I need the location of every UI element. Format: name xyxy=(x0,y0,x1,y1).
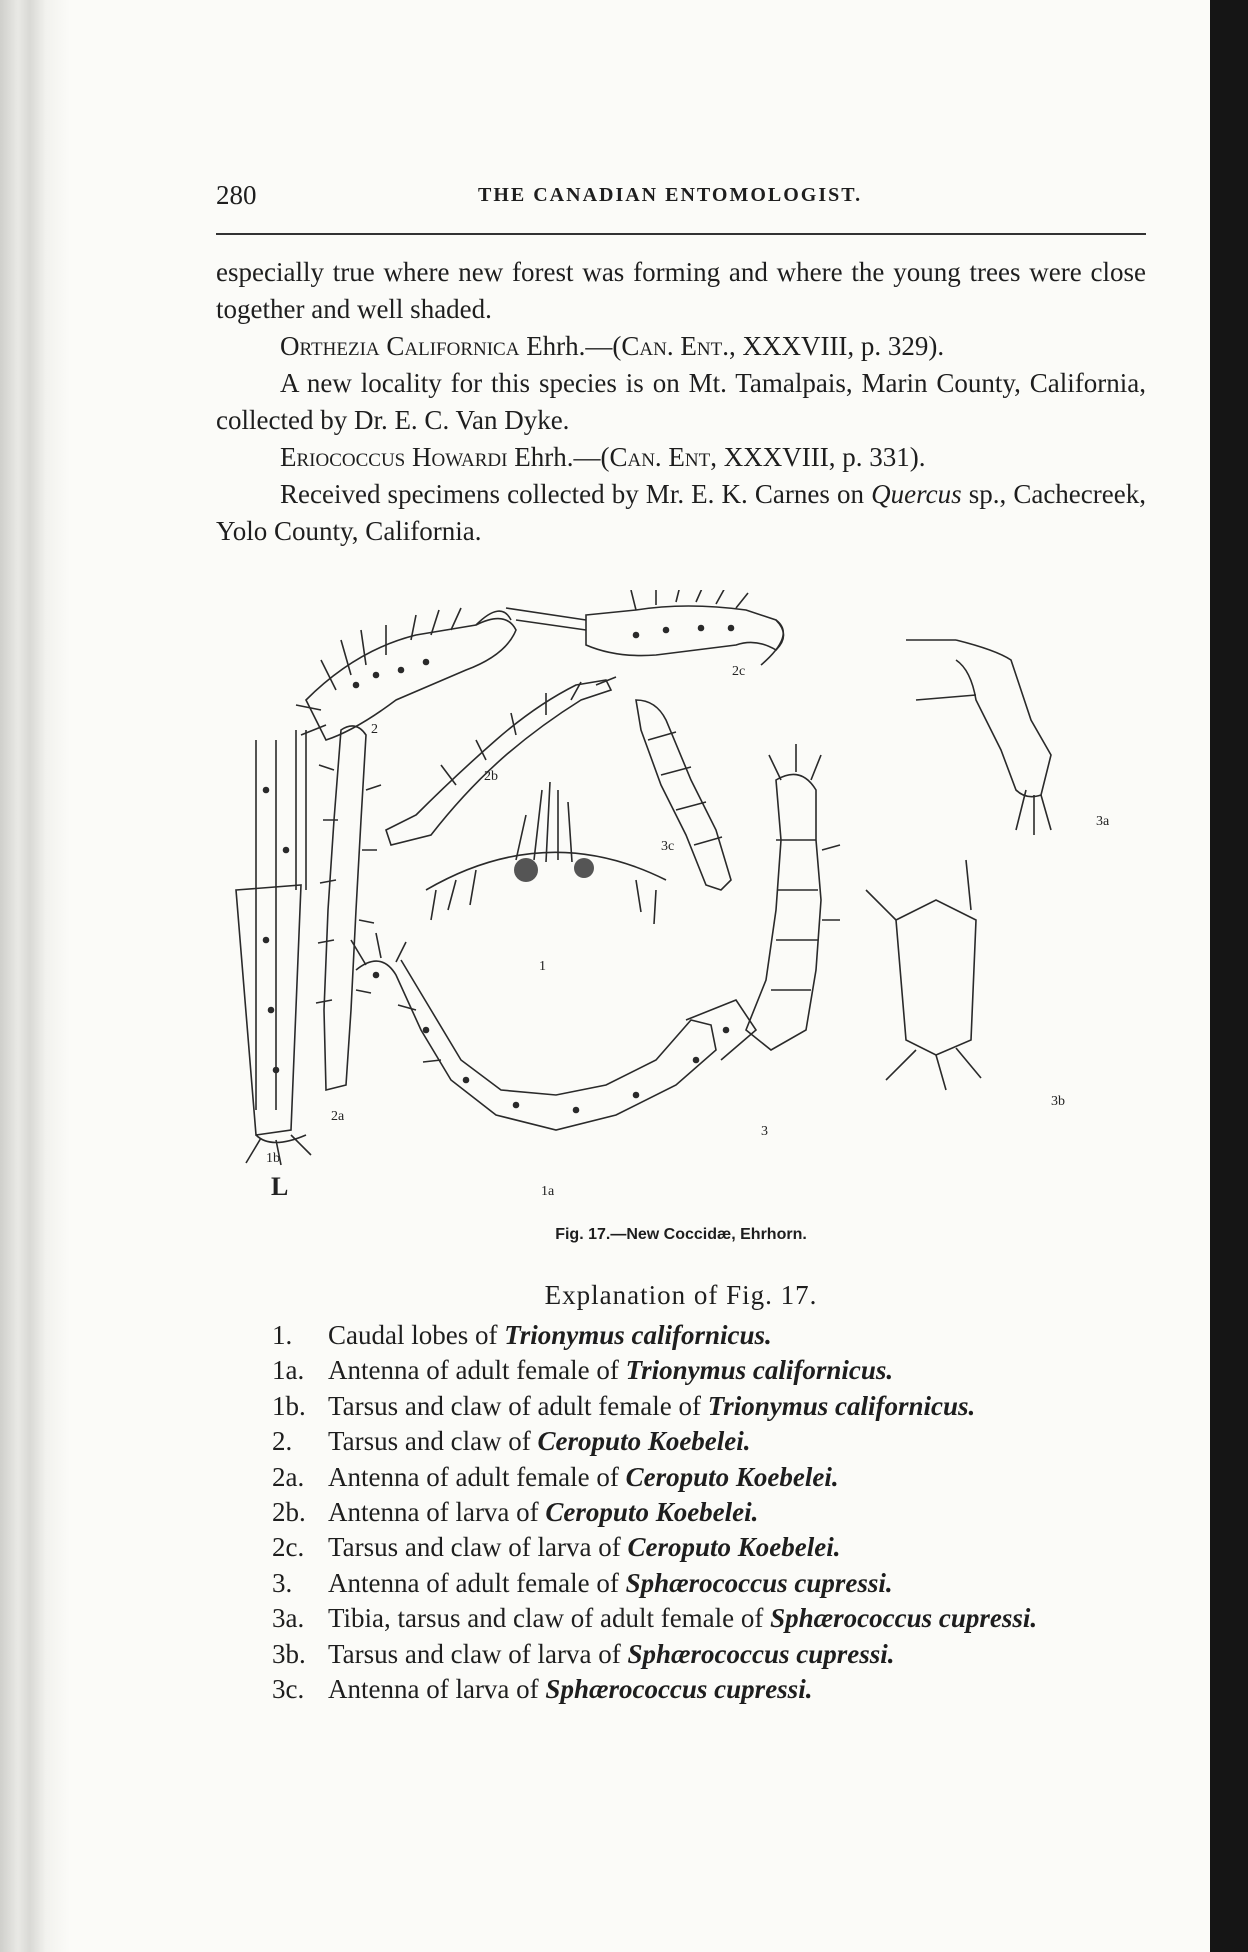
label-3a: 3a xyxy=(1096,814,1110,829)
drawing-2c xyxy=(506,590,784,679)
item-number: 2a. xyxy=(272,1461,305,1492)
item-species: Ceroputo Koebelei. xyxy=(545,1497,759,1528)
item-text: Caudal lobes of xyxy=(328,1320,505,1350)
running-title: THE CANADIAN ENTOMOLOGIST. xyxy=(478,184,863,206)
item-species: Ceroputo Koebelei. xyxy=(627,1532,841,1563)
item-text: Antenna of adult female of xyxy=(328,1567,626,1598)
ref-journal: Can. Ent. xyxy=(621,331,729,361)
item-number: 1b. xyxy=(272,1390,306,1421)
item-species: Ceroputo Koebelei. xyxy=(537,1426,751,1457)
item-text: Tarsus and claw of larva of xyxy=(328,1638,628,1669)
item-text: Antenna of larva of xyxy=(328,1674,546,1705)
drawing-3c xyxy=(636,700,731,890)
drawing-3 xyxy=(746,744,840,1139)
label-2b: 2b xyxy=(484,769,498,784)
label-3: 3 xyxy=(761,1124,768,1139)
item-number: 2c. xyxy=(272,1532,305,1563)
author-orthezia: Ehrh.—( xyxy=(519,331,622,361)
species-eriococcus: Eriococcus Howardi xyxy=(280,442,508,472)
label-3c: 3c xyxy=(661,839,675,854)
drawing-1a xyxy=(351,933,756,1199)
item-species: Trionymus californicus. xyxy=(504,1320,772,1350)
item-number: 1. xyxy=(272,1320,293,1350)
book-edge xyxy=(1210,0,1248,1952)
ref-journal: Can. Ent xyxy=(609,442,711,472)
body-text xyxy=(216,254,1146,550)
item-number: 3. xyxy=(272,1567,293,1598)
paragraph-continuation: especially true where new forest was forming and where the young trees were close together and well shaded. xyxy=(216,257,1146,324)
item-text: Tarsus and claw of xyxy=(328,1426,538,1457)
item-text: Antenna of larva of xyxy=(328,1497,546,1528)
species-orthezia: Orthezia Californica xyxy=(280,331,520,361)
label-2: 2 xyxy=(371,722,378,737)
author-eriococcus: Ehrh.—( xyxy=(507,442,610,472)
page-header xyxy=(216,180,1146,220)
item-number: 3c. xyxy=(272,1674,305,1705)
item-text: Tibia, tarsus and claw of adult female of xyxy=(328,1603,771,1634)
explanation-item xyxy=(272,1672,1152,1707)
figure-caption: Fig. 17.—New Coccidæ, Ehrhorn. xyxy=(555,1226,807,1243)
explanation-item xyxy=(272,1566,1152,1601)
explanation-item xyxy=(272,1353,1152,1388)
label-1: 1 xyxy=(539,959,546,974)
drawing-1b xyxy=(236,730,311,1200)
label-2c: 2c xyxy=(732,664,746,679)
artist-monogram: L xyxy=(271,1172,289,1200)
paragraph-specimens xyxy=(216,476,1146,550)
label-2a: 2a xyxy=(331,1109,345,1124)
explanation-item xyxy=(272,1530,1152,1565)
explanation-item xyxy=(272,1389,1152,1424)
item-text: Antenna of adult female of xyxy=(328,1461,626,1492)
drawing-2 xyxy=(296,608,516,740)
drawing-2b xyxy=(386,677,616,845)
page-gutter xyxy=(0,0,70,1952)
item-number: 3b. xyxy=(272,1638,306,1669)
explanation-title: Explanation of Fig. 17. xyxy=(544,1280,818,1310)
heading-eriococcus xyxy=(216,439,1146,476)
label-1a: 1a xyxy=(541,1184,555,1199)
specimens-text: Received specimens collected by Mr. E. K. Carnes on xyxy=(280,479,872,509)
explanation-item xyxy=(272,1424,1152,1459)
item-species: Sphærococcus cupressi. xyxy=(545,1674,813,1705)
explanation-item xyxy=(272,1495,1152,1530)
item-text: Tarsus and claw of adult female of xyxy=(328,1390,708,1421)
item-number: 3a. xyxy=(272,1603,305,1634)
item-species: Sphærococcus cupressi. xyxy=(627,1638,895,1669)
drawing-3a xyxy=(906,640,1110,835)
explanation-item xyxy=(272,1637,1152,1672)
item-number: 2. xyxy=(272,1426,293,1457)
genus-quercus: Quercus xyxy=(871,479,962,509)
header-rule xyxy=(216,233,1146,235)
item-number: 1a. xyxy=(272,1355,305,1386)
item-species: Sphærococcus cupressi. xyxy=(625,1567,893,1598)
explanation-item xyxy=(272,1318,1152,1353)
drawing-3b xyxy=(866,860,1065,1109)
item-text: Tarsus and claw of larva of xyxy=(328,1532,628,1563)
item-species: Ceroputo Koebelei. xyxy=(625,1461,839,1492)
drawing-2a xyxy=(316,726,381,1124)
drawing-1 xyxy=(426,782,666,974)
item-text: Antenna of adult female of xyxy=(328,1355,626,1386)
page-number: 280 xyxy=(216,180,257,210)
specimens-text-end: sp., Cachecreek, Yolo County, California. xyxy=(216,479,1146,546)
ref-volume: , XXXVIII, p. 329). xyxy=(728,331,945,361)
figure-illustration xyxy=(216,590,1146,1200)
figure-17 xyxy=(216,590,1146,1250)
item-number: 2b. xyxy=(272,1497,306,1528)
item-species: Trionymus californicus. xyxy=(625,1355,894,1386)
heading-orthezia xyxy=(216,328,1146,365)
explanation-list xyxy=(272,1318,1152,1707)
paragraph-locality: A new locality for this species is on Mt. Tamalpais, Marin County, California, collected by Dr. E. C. Van Dyke. xyxy=(216,368,1146,435)
ref-volume: , XXXVIII, p. 331). xyxy=(710,442,926,472)
explanation-item xyxy=(272,1460,1152,1495)
label-1b: 1b xyxy=(266,1151,280,1166)
item-species: Sphærococcus cupressi. xyxy=(770,1603,1038,1634)
explanation-item xyxy=(272,1601,1152,1636)
item-species: Trionymus californicus. xyxy=(707,1390,976,1421)
label-3b: 3b xyxy=(1051,1094,1065,1109)
